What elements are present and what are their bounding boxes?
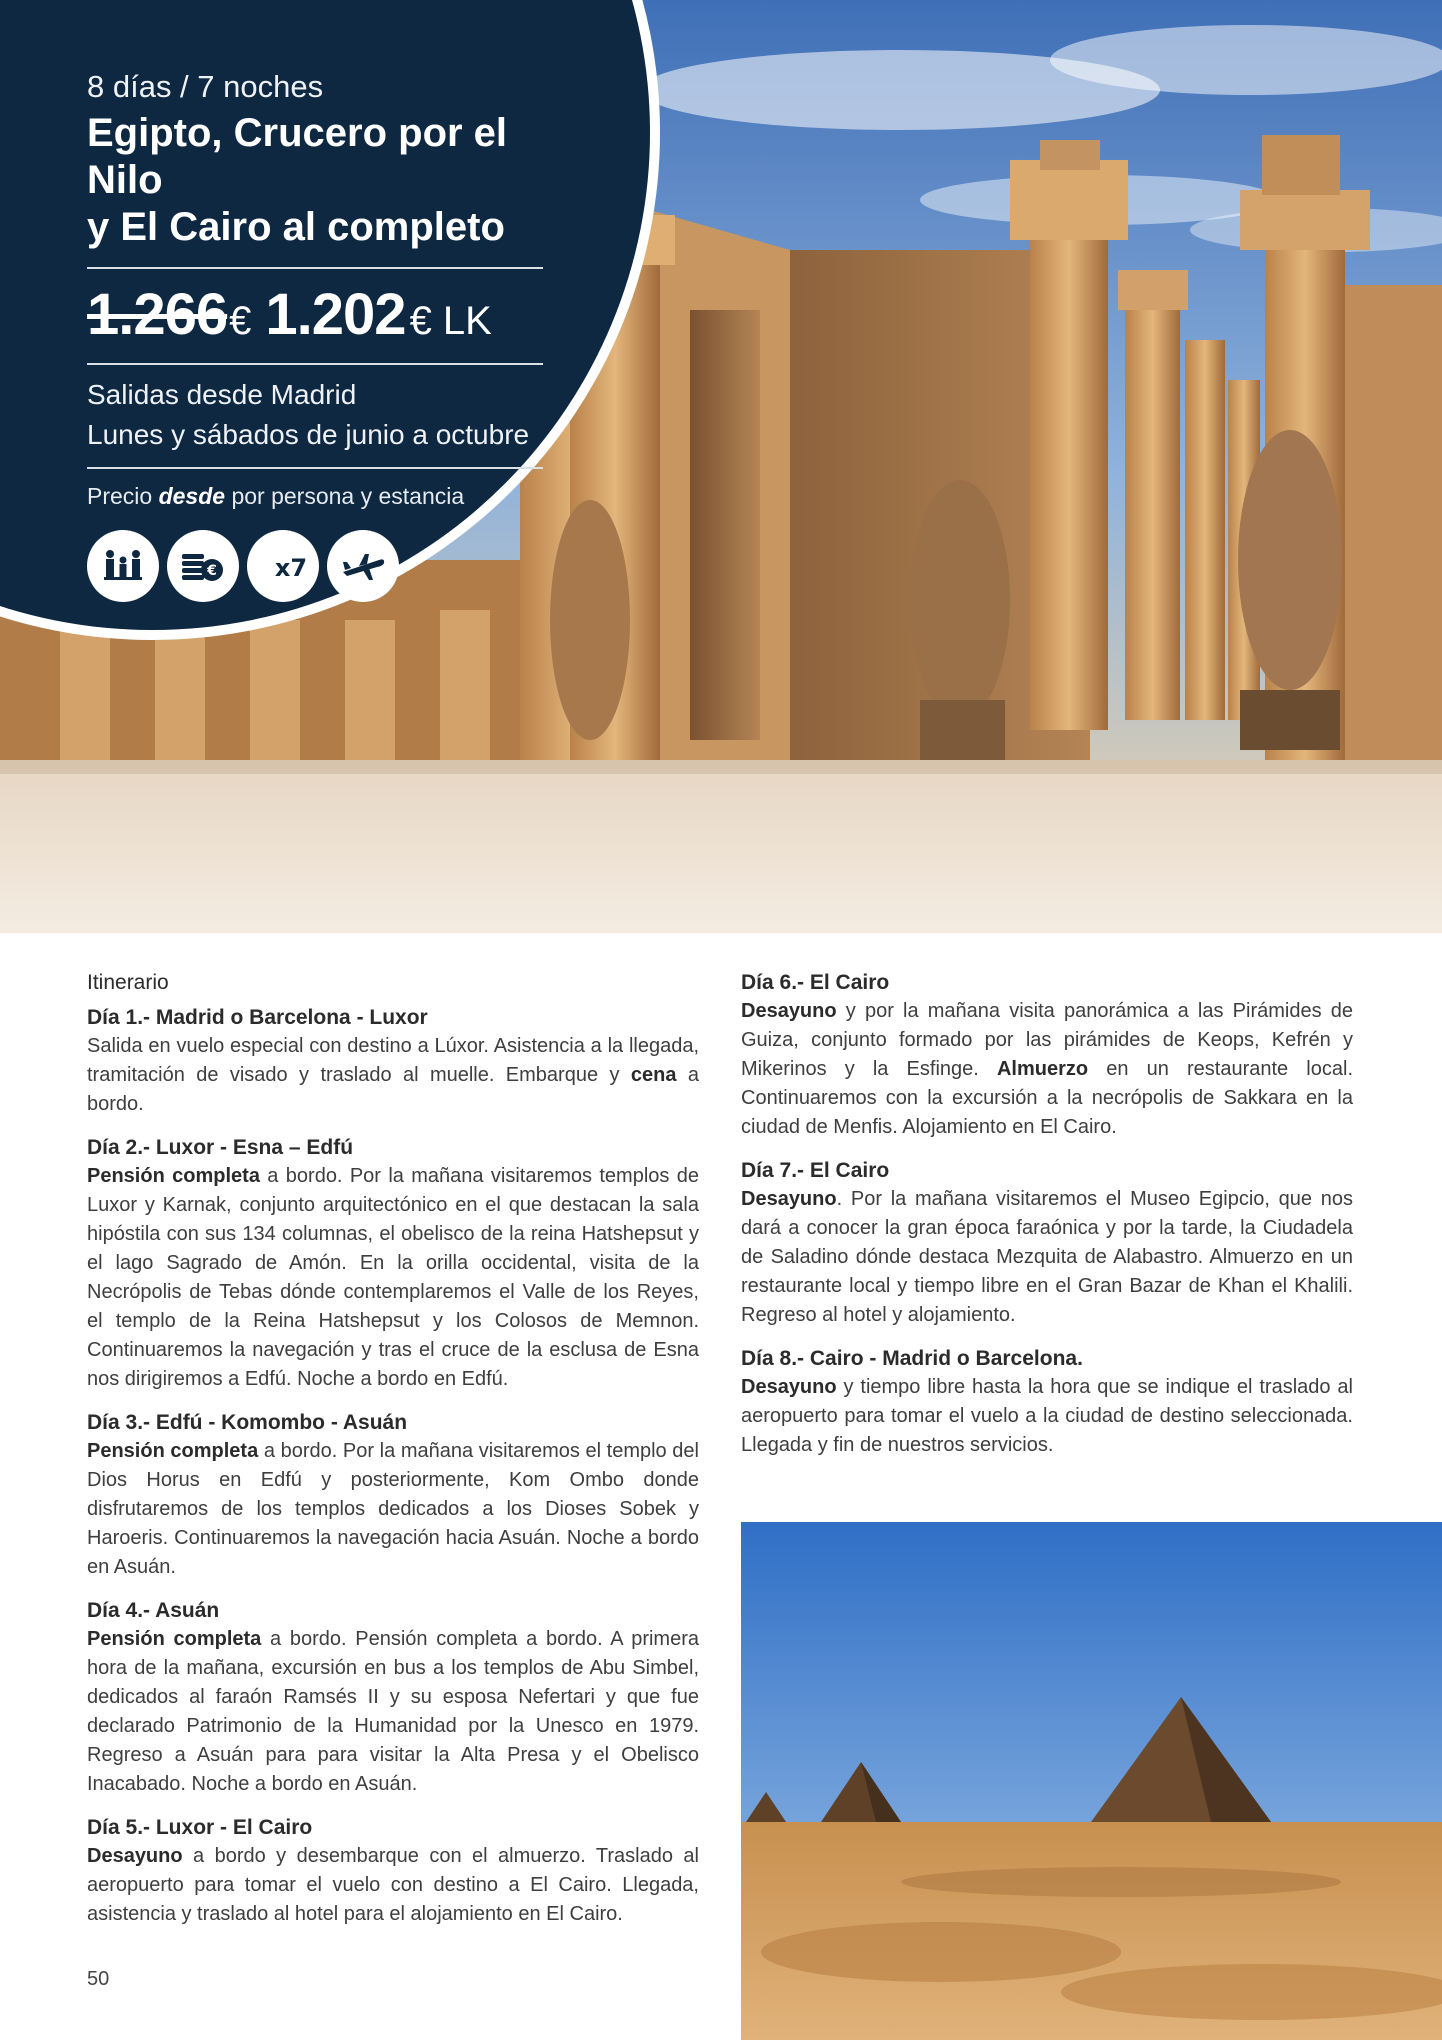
price-note-post: por persona y estancia bbox=[231, 483, 465, 509]
day-text: Desayuno y por la mañana visita panorámica a las Pirámides de Guiza, conjunto formado por las pirámides de Keops, Kefrén y Mikerinos y la Esfinge. Almuerzo en un restaurante local. Continuaremos con la excursión a la necrópolis de Sakkara en la ciudad de Menfis. Alojamiento en El Cairo. bbox=[741, 1000, 1353, 1138]
day-title: Día 2.- Luxor - Esna – Edfú bbox=[87, 1136, 354, 1159]
trip-title-line-2: y El Cairo al completo bbox=[87, 205, 505, 249]
itinerary-right-column bbox=[741, 968, 1353, 1474]
day-text: Desayuno. Por la mañana visitaremos el Museo Egipcio, que nos dará a conocer la gran época faraónica y por la tarde, la Ciudadela de Saladino dónde destaca Mezquita de Alabastro. Almuerzo en un restaurante local y tiempo libre en el Gran Bazar de Khan el Khalili. Regreso al hotel y alojamiento. bbox=[741, 1188, 1353, 1326]
price-block bbox=[87, 281, 547, 351]
family-icon bbox=[87, 530, 159, 602]
svg-text:x7: x7 bbox=[274, 554, 308, 582]
itinerary-day bbox=[87, 1133, 699, 1394]
new-price: 1.202 bbox=[265, 282, 406, 347]
itinerary-day bbox=[87, 1003, 699, 1119]
page-number: 50 bbox=[87, 1968, 110, 1990]
divider bbox=[87, 267, 543, 269]
trip-duration: 8 días / 7 noches bbox=[87, 69, 324, 104]
trip-title-line-1: Egipto, Crucero por el Nilo bbox=[87, 111, 508, 202]
day-text: Pensión completa a bordo. Por la mañana visitaremos templos de Luxor y Karnak, conjunto arquitectónico en el que destacan la sala hipóstila con sus 134 columnas, el obelisco de la reina Hatshepsut y el lago Sagrado de Amón. En la orilla occidental, visita de la Necrópolis de Tebas dónde contemplaremos el Valle de los Reyes, el templo de la Reina Hatshepsut y los Colosos de Memnon. Continuaremos la navegación y tras el cruce de la esclusa de Esna nos dirigiremos a Edfú. Noche a bordo en Edfú. bbox=[87, 1165, 699, 1390]
divider bbox=[87, 363, 543, 365]
day-title: Día 6.- El Cairo bbox=[741, 971, 890, 994]
day-title: Día 4.- Asuán bbox=[87, 1599, 220, 1622]
day-text: Pensión completa a bordo. Por la mañana visitaremos el templo del Dios Horus en Edfú y posteriormente, Kom Ombo donde disfrutaremos de los templos dedicados a los Dioses Sobek y Haroeris. Continuaremos la navegación hacia Asuán. Noche a bordo en Asuán. bbox=[87, 1440, 699, 1578]
itinerary-day bbox=[87, 1408, 699, 1582]
departure-info bbox=[87, 375, 547, 455]
day-title: Día 7.- El Cairo bbox=[741, 1159, 890, 1182]
coins-euro-icon bbox=[167, 530, 239, 602]
price-note bbox=[87, 483, 547, 510]
divider bbox=[87, 467, 543, 469]
day-text: Desayuno y tiempo libre hasta la hora que se indique el traslado al aeropuerto para tomar el vuelo a la ciudad de destino seleccionada. Llegada y fin de nuestros servicios. bbox=[741, 1376, 1353, 1456]
old-price: 1.266 bbox=[87, 282, 228, 347]
itinerary-day bbox=[87, 1813, 699, 1929]
svg-text:€: € bbox=[207, 563, 217, 579]
itinerary-day bbox=[741, 968, 1353, 1142]
old-price-currency: € bbox=[229, 299, 252, 343]
day-text: Desayuno a bordo y desembarque con el almuerzo. Traslado al aeropuerto para tomar el vuelo con destino a El Cairo. Llegada, asistencia y traslado al hotel para el alojamiento en El Cairo. bbox=[87, 1845, 699, 1925]
price-note-emphasis: desde bbox=[158, 483, 226, 509]
departure-days: Lunes y sábados de junio a octubre bbox=[87, 419, 530, 450]
offer-badge-content bbox=[87, 66, 547, 602]
nights-x7-icon bbox=[247, 530, 319, 602]
itinerary-day bbox=[87, 1596, 699, 1799]
trip-title bbox=[87, 110, 547, 251]
itinerary-left-column bbox=[87, 968, 699, 1943]
price-note-pre: Precio bbox=[87, 483, 153, 509]
day-title: Día 8.- Cairo - Madrid o Barcelona. bbox=[741, 1347, 1083, 1370]
airplane-icon bbox=[327, 530, 399, 602]
feature-icons bbox=[87, 530, 547, 602]
day-text: Pensión completa a bordo. Pensión completa a bordo. A primera hora de la mañana, excursión en bus a los templos de Abu Simbel, dedicados al faraón Ramsés II y su esposa Nefertari y que fue declarado Patrimonio de la Humanidad por la Unesco en 1979. Regreso a Asuán para para visitar la Alta Presa y el Obelisco Inacabado. Noche a bordo en Asuán. bbox=[87, 1628, 699, 1795]
pyramids-photo bbox=[741, 1522, 1442, 2040]
itinerary-day bbox=[741, 1344, 1353, 1460]
day-text: Salida en vuelo especial con destino a Lúxor. Asistencia a la llegada, tramitación de visado y traslado al muelle. Embarque y cena a bordo. bbox=[87, 1035, 699, 1115]
departure-city: Salidas desde Madrid bbox=[87, 379, 357, 410]
itinerary-day bbox=[741, 1156, 1353, 1330]
itinerary-label: Itinerario bbox=[87, 971, 169, 994]
day-title: Día 3.- Edfú - Komombo - Asuán bbox=[87, 1411, 408, 1434]
new-price-currency: € LK bbox=[409, 299, 492, 343]
day-title: Día 5.- Luxor - El Cairo bbox=[87, 1816, 313, 1839]
day-title: Día 1.- Madrid o Barcelona - Luxor bbox=[87, 1006, 428, 1029]
